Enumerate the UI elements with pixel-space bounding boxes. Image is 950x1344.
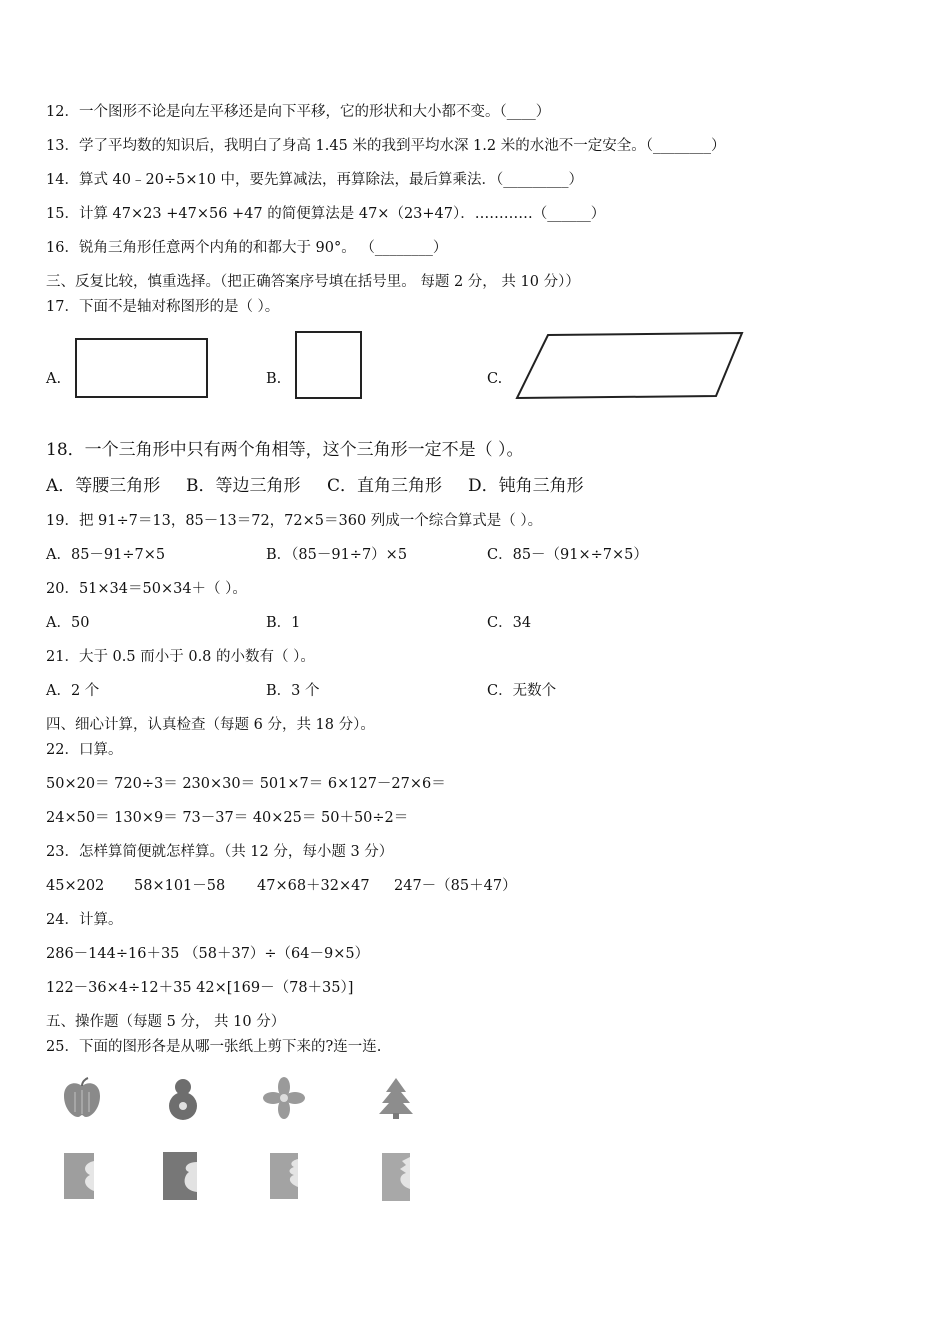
q24-row-2: 122－36×4÷12＋35 42×[169－（78＋35）] xyxy=(46,980,354,996)
q22-row-1: 50×20＝ 720÷3＝ 230×30＝ 501×7＝ 6×127－27×6＝ xyxy=(46,776,446,792)
question-23-stem: 23．怎样算简便就怎样算。（共 12 分，每小题 3 分） xyxy=(46,844,394,860)
q23-item-1: 45×202 xyxy=(46,878,105,894)
folded-paper-1-icon xyxy=(62,1151,96,1201)
q21-option-a: A．2 个 xyxy=(46,683,100,699)
q18-option-d: D．钝角三角形 xyxy=(468,476,584,496)
q19-option-c: C．85－（91×÷7×5） xyxy=(487,547,648,563)
q18-option-a: A．等腰三角形 xyxy=(46,476,161,496)
q20-option-b: B．1 xyxy=(266,615,301,631)
q20-option-c: C．34 xyxy=(487,615,532,631)
q24-row-1: 286－144÷16＋35 （58＋37）÷（64－9×5） xyxy=(46,946,370,962)
question-25-stem: 25．下面的图形各是从哪一张纸上剪下来的?连一连. xyxy=(46,1039,382,1055)
q22-row-2: 24×50＝ 130×9＝ 73－37＝ 40×25＝ 50＋50÷2＝ xyxy=(46,810,409,826)
q19-option-a: A．85－91÷7×5 xyxy=(46,547,166,563)
question-15: 15．计算 47×23 +47×56 +47 的简便算法是 47×（23+47）．…………（______） xyxy=(46,206,606,222)
q23-item-4: 247－（85＋47） xyxy=(394,878,517,894)
q18-option-c: C．直角三角形 xyxy=(327,476,443,496)
question-19-stem: 19．把 91÷7＝13，85－13＝72，72×5＝360 列成一个综合算式是（ ）。 xyxy=(46,513,543,529)
question-22-stem: 22．口算。 xyxy=(46,742,123,758)
q17-option-a: A. xyxy=(46,371,62,387)
section-5-title: 五、操作题（每题 5 分， 共 10 分） xyxy=(46,1014,286,1030)
section-4-title: 四、细心计算，认真检查（每题 6 分，共 18 分）。 xyxy=(46,717,375,733)
tree-icon xyxy=(376,1076,416,1120)
question-17-stem: 17．下面不是轴对称图形的是（ ）。 xyxy=(46,299,280,315)
question-24-stem: 24．计算。 xyxy=(46,912,123,928)
rectangle-shape-icon xyxy=(74,337,210,401)
folded-paper-2-icon xyxy=(161,1150,199,1202)
flower-icon xyxy=(262,1076,306,1120)
question-12: 12．一个图形不论是向左平移还是向下平移，它的形状和大小都不变。（____） xyxy=(46,104,551,120)
parallelogram-shape-icon xyxy=(514,330,746,402)
section-3-title: 三、反复比较，慎重选择。（把正确答案序号填在括号里。 每题 2 分， 共 10 分）） xyxy=(46,274,580,290)
folded-paper-4-icon xyxy=(380,1151,412,1203)
question-20-stem: 20．51×34＝50×34＋（ ）。 xyxy=(46,581,247,597)
square-shape-icon xyxy=(294,330,364,400)
apple-icon xyxy=(60,1076,104,1120)
q20-option-a: A．50 xyxy=(46,615,90,631)
gourd-icon xyxy=(163,1075,203,1121)
q21-option-b: B．3 个 xyxy=(266,683,320,699)
question-21-stem: 21．大于 0.5 而小于 0.8 的小数有（ ）。 xyxy=(46,649,315,665)
q21-option-c: C．无数个 xyxy=(487,683,557,699)
q18-option-b: B．等边三角形 xyxy=(186,476,301,496)
q17-option-b: B. xyxy=(266,371,282,387)
question-14: 14．算式 40﹣20÷5×10 中，要先算减法，再算除法，最后算乘法．（_________） xyxy=(46,172,584,188)
question-18-stem: 18．一个三角形中只有两个角相等，这个三角形一定不是（ ）。 xyxy=(46,440,524,460)
folded-paper-3-icon xyxy=(268,1151,300,1201)
q23-item-3: 47×68＋32×47 xyxy=(257,878,370,894)
q17-option-c: C. xyxy=(487,371,503,387)
question-13: 13．学了平均数的知识后，我明白了身高 1.45 米的我到平均水深 1.2 米的水池不一定安全。（________） xyxy=(46,138,726,154)
q19-option-b: B．（85－91÷7）×5 xyxy=(266,547,408,563)
question-16: 16．锐角三角形任意两个内角的和都大于 90°。 （________） xyxy=(46,240,448,256)
q23-item-2: 58×101－58 xyxy=(134,878,226,894)
